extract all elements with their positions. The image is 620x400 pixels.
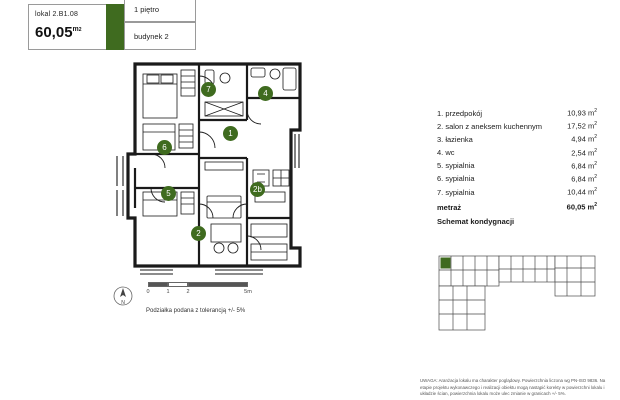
tolerance-note: Podziałka podana z tolerancją +/- 5%: [146, 308, 246, 314]
floor-label: 1 piętro: [134, 4, 160, 14]
room-marker-7: 7: [201, 82, 216, 97]
scale-label-1: 1: [166, 289, 170, 295]
unit-area-unit: m2: [72, 26, 82, 33]
room-marker-3: 2b: [250, 182, 265, 197]
unit-badge: [28, 4, 106, 50]
unit-area-value: 60,05: [35, 24, 73, 41]
room-area: 17,52 $m^2$: [567, 121, 597, 131]
north-arrow-icon: [112, 285, 134, 307]
room-row: [437, 187, 597, 200]
room-area: 4,94 $m^2$: [571, 134, 597, 144]
room-marker-1: 1: [223, 126, 238, 141]
room-name: 1. przedpokój: [437, 108, 483, 118]
room-name: 7. sypialnia: [437, 187, 475, 197]
scale-label-2: 2: [186, 289, 190, 295]
scale-bar-labels: [148, 289, 268, 298]
building-key-plan: [437, 252, 597, 334]
unit-area: [35, 24, 82, 41]
room-name: 3. łazienka: [437, 134, 473, 144]
svg-text:N: N: [121, 300, 125, 306]
key-plan-highlight: [441, 258, 451, 269]
building-info: [124, 22, 196, 50]
room-row: [437, 134, 597, 147]
total-value: 60,05 $m^2$: [566, 202, 597, 212]
room-row: [437, 148, 597, 161]
key-plan-drawing: [437, 252, 597, 334]
total-area-row: [437, 202, 597, 215]
scale-bar: [148, 282, 268, 298]
building-label: budynek 2: [134, 31, 169, 41]
floor-plan: [95, 58, 315, 280]
room-name: 5. sypialnia: [437, 161, 475, 171]
room-area: 6,84 $m^2$: [571, 173, 597, 184]
scale-label-0: 0: [146, 289, 150, 295]
room-area: 10,44 $m^2$: [567, 187, 597, 197]
room-row: [437, 121, 597, 134]
room-row: [437, 161, 597, 174]
room-marker-2: 2: [191, 226, 206, 241]
room-row: [437, 174, 597, 187]
floor-info: [124, 0, 196, 22]
room-row: [437, 108, 597, 121]
room-marker-5: 5: [161, 186, 176, 201]
room-area: 2,54 $m^2$: [571, 147, 597, 158]
footer-disclaimer: UWAGA: Aranżacja lokalu ma charakter poglądowy. Powierzchnia liczona wg PN-ISO 9836. Na etapie projektu wykonawczego i realizacji obiektu mogą nastąpić korekty w powierzchni lokalu i układzie ścian, powierzchnia lokalu może ulec zmianie w granicach +/- 5%.: [420, 378, 606, 397]
room-marker-4: 4: [258, 86, 273, 101]
total-label: metraż: [437, 202, 462, 212]
room-area: 10,93 $m^2$: [567, 108, 597, 118]
room-name: 4. wc: [437, 148, 455, 158]
room-schedule: [437, 108, 597, 226]
room-marker-6: 6: [157, 140, 172, 155]
keyplan-title: Schemat kondygnacji: [437, 216, 515, 226]
accent-tab: [106, 4, 124, 50]
room-name: 6. sypialnia: [437, 174, 475, 184]
scale-bar-ticks: [148, 282, 268, 289]
room-area: 6,84 $m^2$: [571, 160, 597, 171]
unit-code: lokal 2.B1.08: [35, 11, 79, 18]
scale-label-5m: 5m: [244, 289, 252, 295]
room-name: 2. salon z aneksem kuchennym: [437, 121, 543, 131]
